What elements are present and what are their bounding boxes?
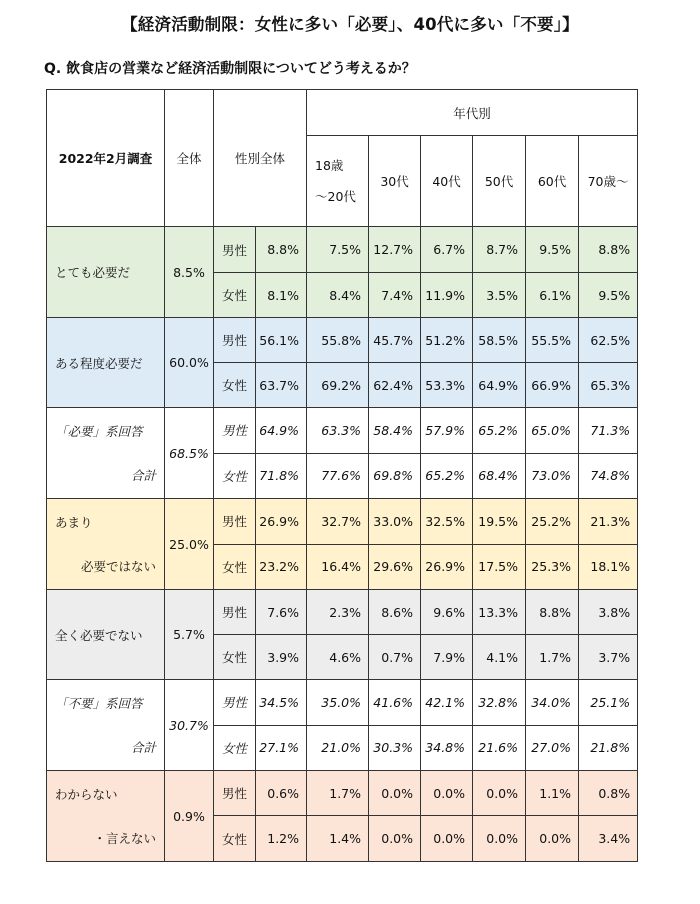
female-age-value: 9.5% [579, 273, 638, 318]
row-label: あまり 必要ではない [47, 499, 165, 590]
header-age-70plus: 70歳～ [579, 136, 638, 227]
female-label: 女性 [214, 363, 256, 408]
male-overall: 64.9% [256, 408, 307, 454]
male-overall: 34.5% [256, 680, 307, 726]
female-age-value: 65.3% [579, 363, 638, 408]
male-overall: 56.1% [256, 318, 307, 363]
female-age-value: 25.3% [526, 544, 579, 590]
male-age-value: 0.0% [421, 771, 473, 816]
row-label: わからない ・言えない [47, 771, 165, 862]
female-age-value: 62.4% [369, 363, 421, 408]
female-overall: 3.9% [256, 635, 307, 680]
table-row [47, 408, 638, 454]
female-age-value: 16.4% [307, 544, 369, 590]
male-age-value: 62.5% [579, 318, 638, 363]
male-age-value: 32.5% [421, 499, 473, 545]
female-age-value: 18.1% [579, 544, 638, 590]
row-total: 8.5% [165, 227, 214, 318]
female-age-value: 0.7% [369, 635, 421, 680]
female-age-value: 30.3% [369, 725, 421, 771]
female-age-value: 3.5% [473, 273, 526, 318]
header-total: 全体 [165, 90, 214, 227]
male-age-value: 32.8% [473, 680, 526, 726]
header-age-40s: 40代 [421, 136, 473, 227]
male-label: 男性 [214, 227, 256, 273]
female-overall: 1.2% [256, 816, 307, 862]
female-age-value: 7.4% [369, 273, 421, 318]
female-age-value: 69.2% [307, 363, 369, 408]
page-title: 【経済活動制限：女性に多い「必要」、40代に多い「不要」】 [121, 15, 579, 34]
female-age-value: 4.1% [473, 635, 526, 680]
male-age-value: 21.3% [579, 499, 638, 545]
male-age-value: 45.7% [369, 318, 421, 363]
male-overall: 7.6% [256, 590, 307, 635]
male-age-value: 9.6% [421, 590, 473, 635]
male-age-value: 55.5% [526, 318, 579, 363]
male-age-value: 32.7% [307, 499, 369, 545]
male-age-value: 0.0% [473, 771, 526, 816]
male-overall: 26.9% [256, 499, 307, 545]
header-age-60s: 60代 [526, 136, 579, 227]
header-gender-total: 性別全体 [214, 90, 307, 227]
male-age-value: 1.1% [526, 771, 579, 816]
female-overall: 71.8% [256, 453, 307, 499]
female-age-value: 26.9% [421, 544, 473, 590]
male-overall: 0.6% [256, 771, 307, 816]
male-age-value: 33.0% [369, 499, 421, 545]
row-label: ある程度必要だ [47, 318, 165, 408]
female-age-value: 21.6% [473, 725, 526, 771]
male-label: 男性 [214, 408, 256, 454]
female-age-value: 4.6% [307, 635, 369, 680]
male-age-value: 8.6% [369, 590, 421, 635]
male-age-value: 65.0% [526, 408, 579, 454]
male-age-value: 3.8% [579, 590, 638, 635]
male-age-value: 9.5% [526, 227, 579, 273]
female-overall: 8.1% [256, 273, 307, 318]
male-label: 男性 [214, 499, 256, 545]
male-age-value: 34.0% [526, 680, 579, 726]
row-total: 30.7% [165, 680, 214, 771]
female-overall: 63.7% [256, 363, 307, 408]
survey-question: Q. 飲食店の営業など経済活動制限についてどう考えるか？ [44, 61, 416, 77]
male-age-value: 13.3% [473, 590, 526, 635]
female-age-value: 1.4% [307, 816, 369, 862]
female-label: 女性 [214, 725, 256, 771]
header-age-50s: 50代 [473, 136, 526, 227]
male-age-value: 55.8% [307, 318, 369, 363]
female-age-value: 0.0% [526, 816, 579, 862]
male-age-value: 19.5% [473, 499, 526, 545]
male-age-value: 42.1% [421, 680, 473, 726]
header-age-30s: 30代 [369, 136, 421, 227]
female-age-value: 53.3% [421, 363, 473, 408]
female-age-value: 11.9% [421, 273, 473, 318]
female-age-value: 3.7% [579, 635, 638, 680]
female-age-value: 77.6% [307, 453, 369, 499]
female-age-value: 66.9% [526, 363, 579, 408]
male-age-value: 51.2% [421, 318, 473, 363]
male-age-value: 58.5% [473, 318, 526, 363]
male-age-value: 0.0% [369, 771, 421, 816]
male-label: 男性 [214, 590, 256, 635]
male-label: 男性 [214, 318, 256, 363]
header-survey-date: 2022年2月調査 [47, 90, 165, 227]
male-age-value: 8.8% [526, 590, 579, 635]
table-row [47, 318, 638, 363]
female-overall: 27.1% [256, 725, 307, 771]
row-label: とても必要だ [47, 227, 165, 318]
male-age-value: 35.0% [307, 680, 369, 726]
female-label: 女性 [214, 816, 256, 862]
female-age-value: 74.8% [579, 453, 638, 499]
row-label: 「必要」系回答 合計 [47, 408, 165, 499]
female-age-value: 1.7% [526, 635, 579, 680]
male-age-value: 25.2% [526, 499, 579, 545]
male-overall: 8.8% [256, 227, 307, 273]
table-row [47, 771, 638, 816]
female-age-value: 65.2% [421, 453, 473, 499]
female-label: 女性 [214, 635, 256, 680]
row-total: 25.0% [165, 499, 214, 590]
male-age-value: 71.3% [579, 408, 638, 454]
header-age-18-20s: 18歳 ～20代 [307, 136, 369, 227]
female-overall: 23.2% [256, 544, 307, 590]
male-label: 男性 [214, 680, 256, 726]
male-age-value: 41.6% [369, 680, 421, 726]
male-age-value: 63.3% [307, 408, 369, 454]
male-age-value: 1.7% [307, 771, 369, 816]
female-age-value: 21.8% [579, 725, 638, 771]
female-age-value: 29.6% [369, 544, 421, 590]
male-age-value: 25.1% [579, 680, 638, 726]
row-label: 全く必要でない [47, 590, 165, 680]
row-label: 「不要」系回答 合計 [47, 680, 165, 771]
male-age-value: 57.9% [421, 408, 473, 454]
table-row [47, 499, 638, 545]
male-age-value: 2.3% [307, 590, 369, 635]
female-age-value: 68.4% [473, 453, 526, 499]
female-age-value: 6.1% [526, 273, 579, 318]
male-age-value: 8.7% [473, 227, 526, 273]
row-total: 68.5% [165, 408, 214, 499]
female-age-value: 0.0% [473, 816, 526, 862]
female-age-value: 34.8% [421, 725, 473, 771]
male-age-value: 8.8% [579, 227, 638, 273]
male-age-value: 7.5% [307, 227, 369, 273]
row-total: 60.0% [165, 318, 214, 408]
male-label: 男性 [214, 771, 256, 816]
female-age-value: 17.5% [473, 544, 526, 590]
male-age-value: 0.8% [579, 771, 638, 816]
male-age-value: 6.7% [421, 227, 473, 273]
male-age-value: 12.7% [369, 227, 421, 273]
female-label: 女性 [214, 453, 256, 499]
female-age-value: 21.0% [307, 725, 369, 771]
table-row [47, 680, 638, 726]
header-age-group: 年代別 [307, 90, 638, 136]
male-age-value: 58.4% [369, 408, 421, 454]
female-age-value: 0.0% [369, 816, 421, 862]
table-row [47, 227, 638, 273]
female-age-value: 64.9% [473, 363, 526, 408]
female-age-value: 3.4% [579, 816, 638, 862]
female-age-value: 0.0% [421, 816, 473, 862]
survey-results-table [46, 89, 638, 862]
male-age-value: 65.2% [473, 408, 526, 454]
female-label: 女性 [214, 544, 256, 590]
table-row [47, 590, 638, 635]
female-age-value: 69.8% [369, 453, 421, 499]
female-age-value: 8.4% [307, 273, 369, 318]
female-age-value: 73.0% [526, 453, 579, 499]
row-total: 5.7% [165, 590, 214, 680]
female-label: 女性 [214, 273, 256, 318]
female-age-value: 7.9% [421, 635, 473, 680]
female-age-value: 27.0% [526, 725, 579, 771]
row-total: 0.9% [165, 771, 214, 862]
